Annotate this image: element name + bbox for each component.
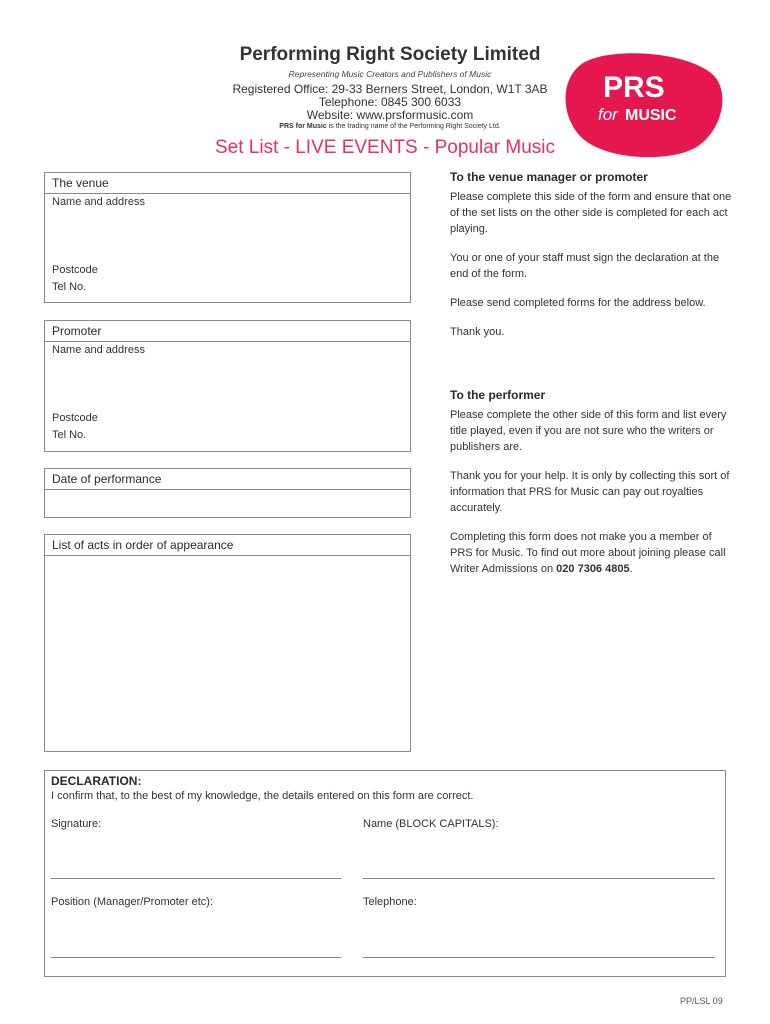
date-of-performance-heading: Date of performance bbox=[45, 469, 410, 490]
promoter-heading: Promoter bbox=[45, 321, 410, 342]
signature-label: Signature: bbox=[51, 818, 102, 830]
performer-info-paragraph-3 bbox=[450, 529, 735, 577]
promoter-name-address-label: Name and address bbox=[52, 344, 145, 356]
organisation-name: Performing Right Society Limited bbox=[239, 44, 541, 65]
promoter-postcode-label: Postcode bbox=[52, 412, 98, 424]
performer-membership-text: Completing this form does not make you a member of PRS for Music. To find out more about joining please call Writer Admissions on bbox=[450, 531, 726, 575]
manager-info-paragraph-4: Thank you. bbox=[450, 326, 505, 338]
name-line[interactable] bbox=[363, 878, 715, 879]
registered-office: Registered Office: 29-33 Berners Street, London, W1T 3AB bbox=[232, 82, 548, 96]
position-label: Position (Manager/Promoter etc): bbox=[51, 896, 214, 908]
performer-info-heading: To the performer bbox=[450, 388, 546, 402]
promoter-tel-label: Tel No. bbox=[52, 429, 87, 441]
manager-info-paragraph-3: Please send completed forms for the address below. bbox=[450, 297, 706, 309]
logo-for-text: for bbox=[598, 105, 618, 124]
venue-name-address-label: Name and address bbox=[52, 196, 145, 208]
performer-info-paragraph-2: Thank you for your help. It is only by collecting this sort of information that PRS for Music can pay out royalties accurately. bbox=[450, 470, 730, 514]
signature-line[interactable] bbox=[51, 878, 341, 879]
declaration-text: I confirm that, to the best of my knowledge, the details entered on this form are correct. bbox=[51, 790, 474, 802]
performer-info-paragraph-1: Please complete the other side of this form and list every title played, even if you are not sure who the writers or publishers are. bbox=[450, 409, 727, 453]
trading-name-note bbox=[180, 123, 600, 130]
logo-prs-text: PRS bbox=[603, 71, 665, 104]
name-block-capitals-label: Name (BLOCK CAPITALS): bbox=[363, 818, 499, 830]
trading-name-rest: is the trading name of the Performing Right Society Ltd. bbox=[326, 123, 501, 130]
tagline: Representing Music Creators and Publishers of Music bbox=[288, 69, 492, 79]
venue-tel-label: Tel No. bbox=[52, 281, 87, 293]
logo-blob bbox=[566, 53, 723, 157]
venue-postcode-label: Postcode bbox=[52, 264, 98, 276]
telephone-label: Telephone: bbox=[363, 896, 417, 908]
promoter-box bbox=[44, 320, 411, 452]
list-of-acts-heading: List of acts in order of appearance bbox=[45, 535, 410, 556]
manager-info-heading: To the venue manager or promoter bbox=[450, 170, 648, 184]
position-line[interactable] bbox=[51, 957, 341, 958]
declaration-heading: DECLARATION: bbox=[51, 774, 142, 788]
prs-for-music-logo bbox=[565, 51, 725, 159]
trading-name-bold: PRS for Music bbox=[279, 123, 327, 130]
form-title: Set List - LIVE EVENTS - Popular Music bbox=[214, 137, 555, 158]
date-of-performance-box[interactable] bbox=[44, 468, 411, 518]
venue-heading: The venue bbox=[45, 173, 410, 194]
venue-box bbox=[44, 172, 411, 303]
logo-music-text: MUSIC bbox=[625, 107, 677, 124]
writer-admissions-phone: 020 7306 4805 bbox=[556, 563, 630, 575]
telephone-line: Telephone: 0845 300 6033 bbox=[318, 95, 462, 109]
performer-membership-end: . bbox=[629, 563, 633, 575]
form-code: PP/LSL 09 bbox=[680, 996, 723, 1006]
list-of-acts-box[interactable] bbox=[44, 534, 411, 752]
declaration-box bbox=[44, 770, 726, 977]
manager-info-paragraph-1: Please complete this side of the form and ensure that one of the set lists on the other side is completed for each act playing. bbox=[450, 191, 732, 235]
telephone-line[interactable] bbox=[363, 957, 715, 958]
manager-info-paragraph-2: You or one of your staff must sign the declaration at the end of the form. bbox=[450, 252, 720, 280]
website-line: Website: www.prsformusic.com bbox=[306, 108, 474, 122]
